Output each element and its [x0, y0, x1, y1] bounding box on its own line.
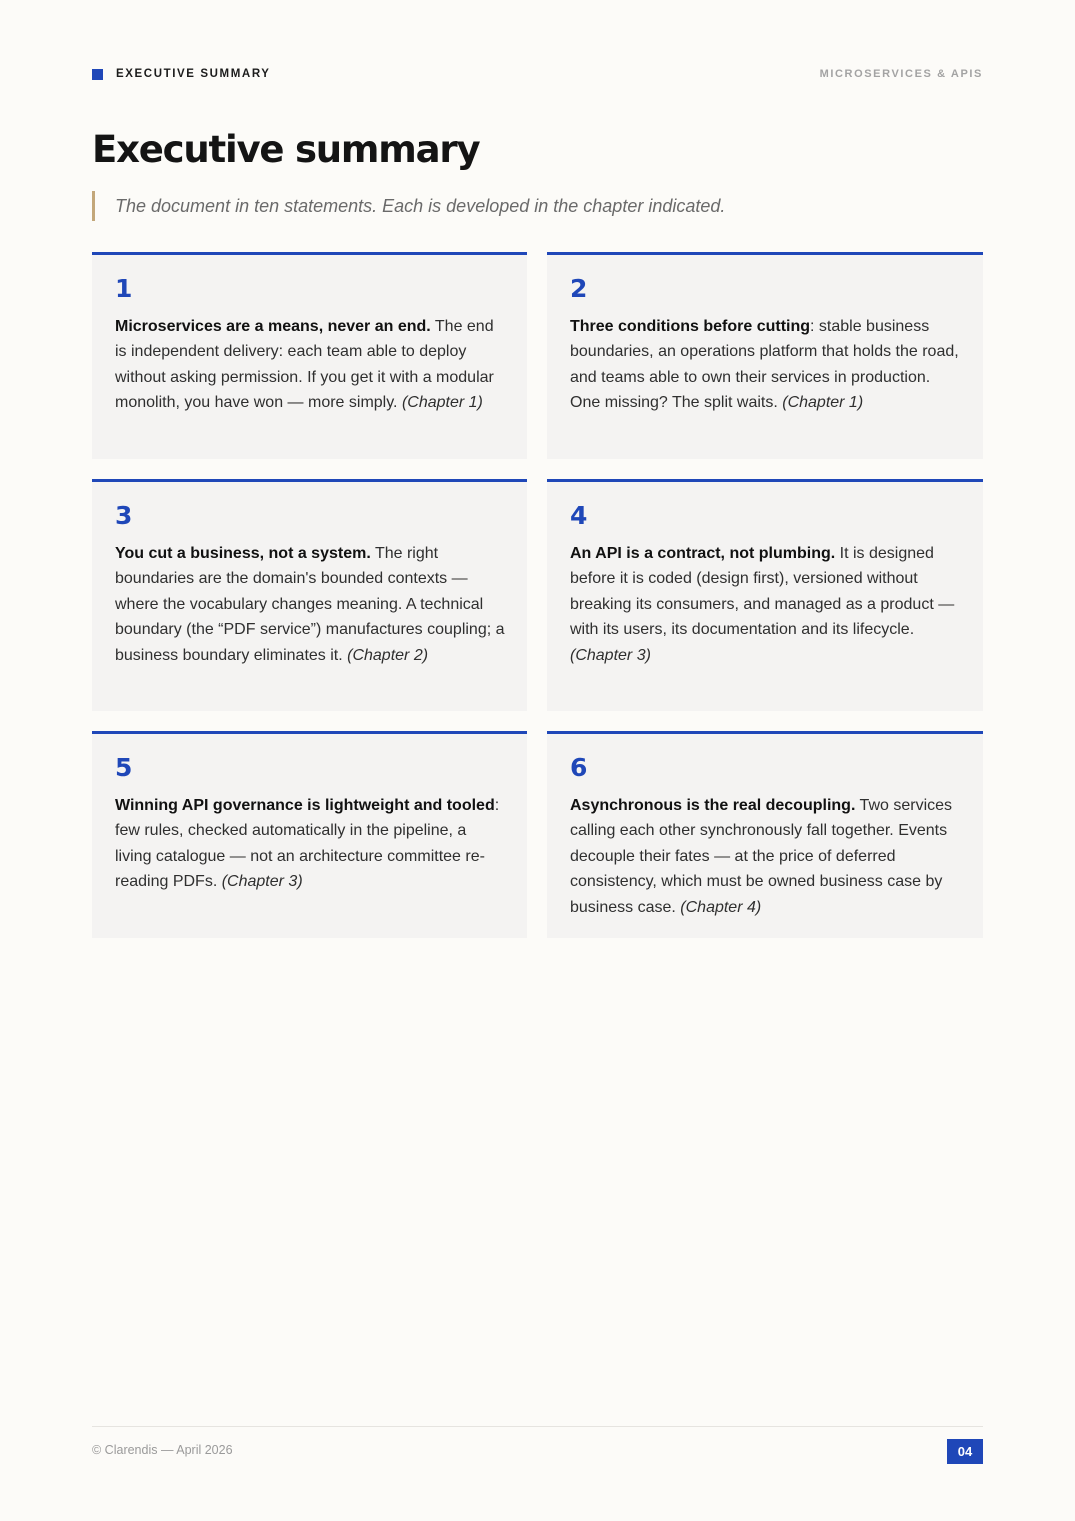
page-number-badge: 04: [947, 1439, 983, 1464]
statement-headline: Microservices are a means, never an end.: [115, 318, 431, 335]
statement-headline: You cut a business, not a system.: [115, 545, 371, 562]
statement-number: 5: [115, 753, 133, 782]
chapter-reference: (Chapter 4): [680, 898, 762, 916]
chapter-reference: (Chapter 3): [221, 873, 303, 891]
page-subtitle: The document in ten statements. Each is developed in the chapter indicated.: [92, 191, 725, 221]
section-label: EXECUTIVE SUMMARY: [116, 68, 271, 80]
statement-number: 4: [570, 501, 588, 530]
statement-card-3: [92, 479, 527, 711]
statement-text: [570, 793, 961, 920]
statement-headline: Winning API governance is lightweight and tooled: [115, 797, 495, 814]
chapter-reference: (Chapter 2): [347, 646, 429, 664]
statement-body: The right boundaries are the domain's bounded contexts — where the vocabulary changes meaning. A technical boundary (the “PDF service”) manufactures coupling; a business boundary eliminates it.: [115, 545, 505, 664]
statement-body: It is designed before it is coded (design first), versioned without breaking its consumers, and managed as a product — with its users, its documentation and its lifecycle.: [570, 545, 955, 639]
statement-body: Two services calling each other synchronously fall together. Events decouple their fates — at the price of deferred consistency, which must be owned business case by business case.: [570, 797, 953, 916]
statement-card-4: [547, 479, 983, 711]
statements-grid: [92, 252, 983, 938]
chapter-reference: (Chapter 1): [401, 394, 483, 412]
chapter-reference: (Chapter 1): [782, 394, 864, 412]
page-header: [92, 62, 983, 86]
statement-text: [115, 541, 505, 668]
statement-headline: Three conditions before cutting: [570, 318, 811, 335]
page-footer: [92, 1426, 983, 1459]
page-title: Executive summary: [92, 128, 480, 171]
chapter-reference: (Chapter 3): [570, 646, 651, 664]
statement-text: [115, 793, 505, 895]
statement-number: 6: [570, 753, 588, 782]
statement-card-1: [92, 252, 527, 459]
statement-number: 3: [115, 501, 133, 530]
statement-card-6: [547, 731, 983, 938]
statement-body: : stable business boundaries, an operations platform that holds the road, and teams able to own their services in production. One missing? The split waits.: [570, 318, 959, 412]
statement-text: [570, 314, 961, 416]
statement-number: 2: [570, 274, 588, 303]
statement-card-5: [92, 731, 527, 938]
statement-body: : few rules, checked automatically in the pipeline, a living catalogue — not an architecture committee re-reading PDFs.: [115, 797, 500, 891]
statement-number: 1: [115, 274, 133, 303]
statement-card-2: [547, 252, 983, 459]
statement-headline: An API is a contract, not plumbing.: [570, 545, 836, 562]
section-marker-icon: [92, 69, 103, 80]
document-label: MICROSERVICES & APIS: [819, 68, 983, 80]
statement-body: The end is independent delivery: each team able to deploy without asking permission. If you get it with a modular monolith, you have won — more simply.: [115, 318, 494, 412]
statement-text: [570, 541, 961, 668]
statement-text: [115, 314, 505, 416]
section-label-group: [92, 68, 271, 80]
statement-headline: Asynchronous is the real decoupling.: [570, 797, 856, 814]
copyright-text: © Clarendis — April 2026: [92, 1443, 233, 1457]
